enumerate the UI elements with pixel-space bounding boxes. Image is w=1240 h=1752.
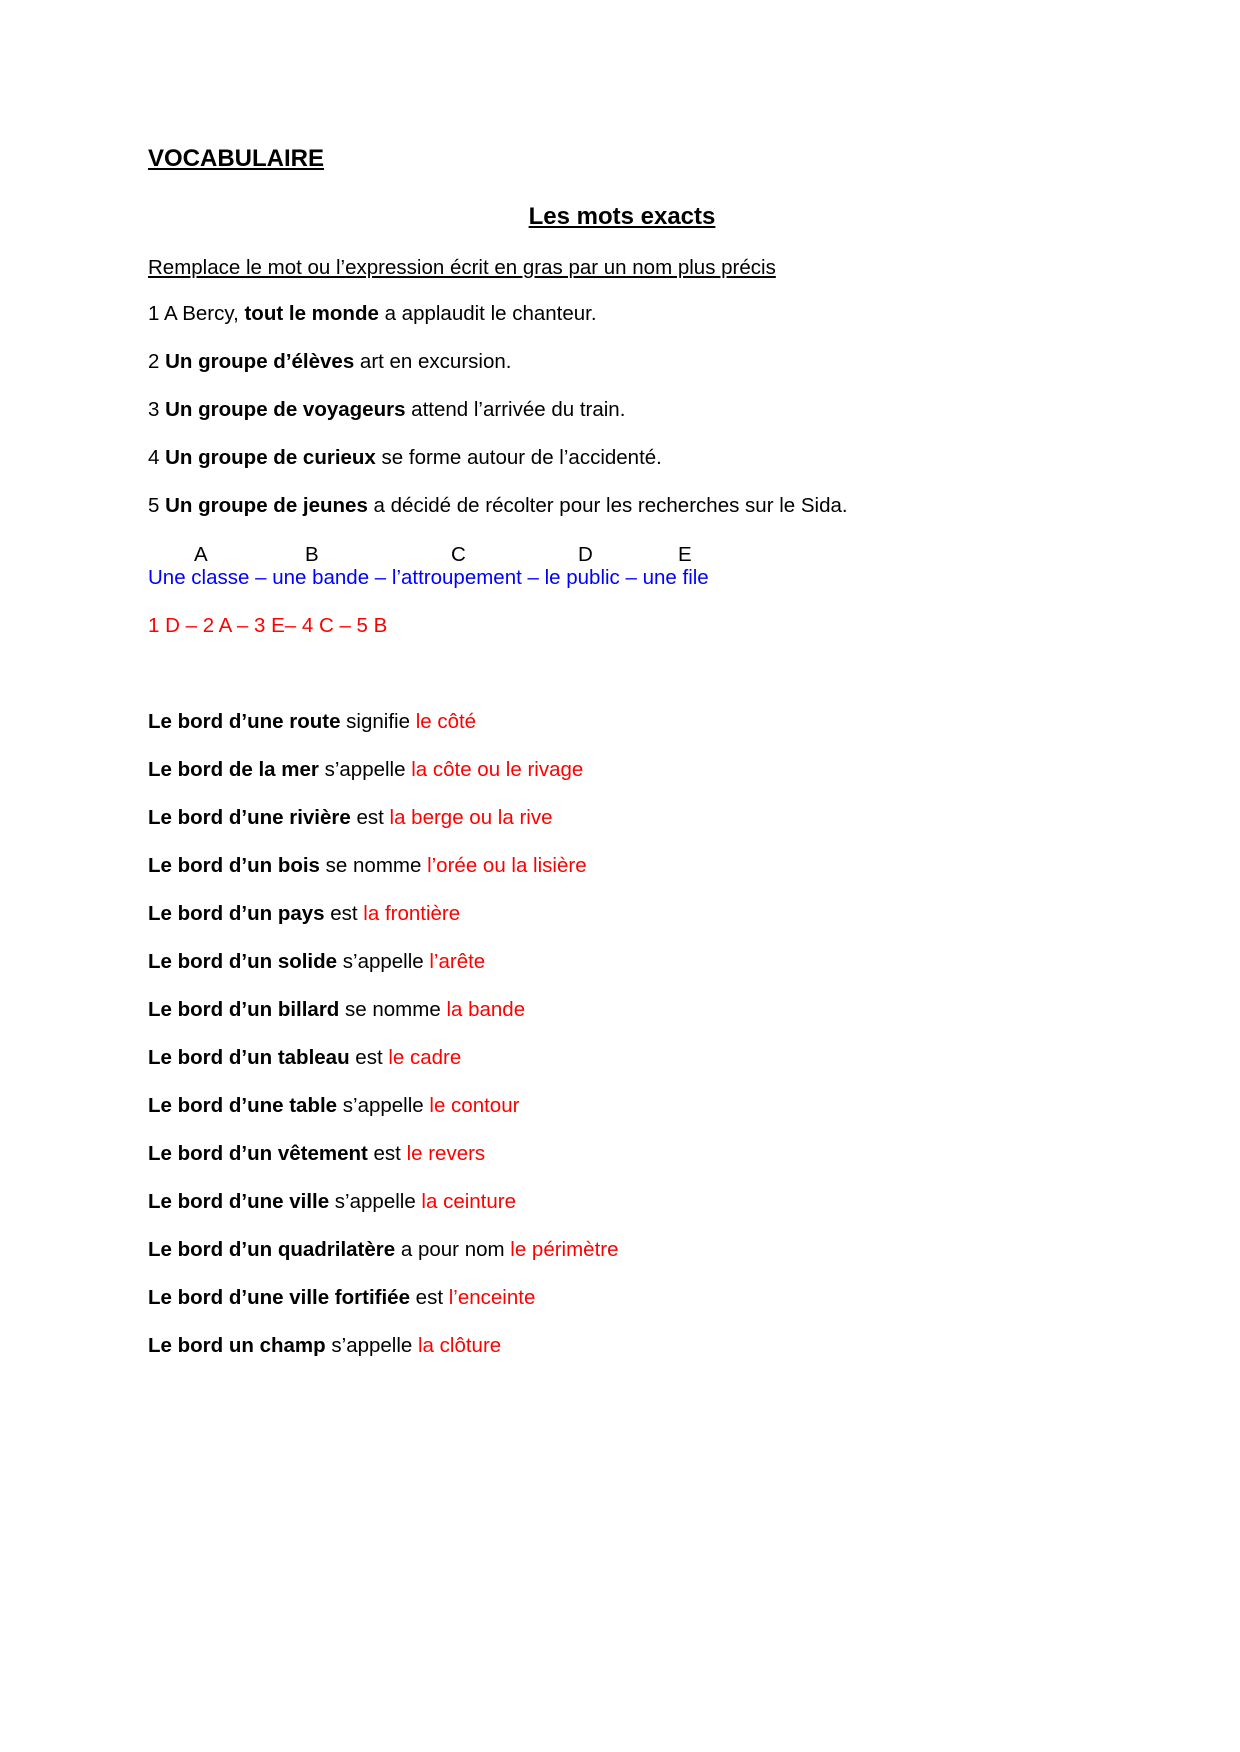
bord-item: Le bord d’un vêtement est le revers — [148, 1142, 486, 1165]
word-choices: Une classe – une bande – l’attroupement – le public – une file — [148, 566, 709, 589]
bord-item: Le bord d’une ville s’appelle la ceinture — [148, 1190, 517, 1213]
bord-item: Le bord de la mer s’appelle la côte ou le rivage — [148, 758, 584, 781]
choice-letter-d: D — [578, 543, 593, 566]
sentence-1: 1 A Bercy, tout le monde a applaudit le chanteur. — [148, 302, 597, 325]
page-title: Les mots exacts — [528, 203, 716, 230]
choice-letter-c: C — [451, 543, 466, 566]
bord-item: Le bord d’une route signifie le côté — [148, 710, 477, 733]
bord-item: Le bord d’une ville fortifiée est l’enceinte — [148, 1286, 536, 1309]
sentence-2: 2 Un groupe d’élèves art en excursion. — [148, 350, 512, 373]
bord-item: Le bord d’un bois se nomme l’orée ou la lisière — [148, 854, 587, 877]
bord-item: Le bord d’un solide s’appelle l’arête — [148, 950, 486, 973]
choice-letter-e: E — [678, 543, 692, 566]
exercise-instruction: Remplace le mot ou l’expression écrit en gras par un nom plus précis — [148, 256, 776, 279]
bord-item: Le bord d’un pays est la frontière — [148, 902, 461, 925]
sentence-3: 3 Un groupe de voyageurs attend l’arrivée du train. — [148, 398, 626, 421]
choice-letter-b: B — [305, 543, 319, 566]
sentence-5: 5 Un groupe de jeunes a décidé de récolter pour les recherches sur le Sida. — [148, 494, 848, 517]
bord-item: Le bord d’un quadrilatère a pour nom le périmètre — [148, 1238, 619, 1261]
answer-key: 1 D – 2 A – 3 E– 4 C – 5 B — [148, 614, 388, 637]
sentence-4: 4 Un groupe de curieux se forme autour de l’accidenté. — [148, 446, 662, 469]
bord-item: Le bord d’une table s’appelle le contour — [148, 1094, 520, 1117]
bord-item: Le bord d’un billard se nomme la bande — [148, 998, 526, 1021]
bord-item: Le bord d’une rivière est la berge ou la rive — [148, 806, 553, 829]
bord-item: Le bord d’un tableau est le cadre — [148, 1046, 462, 1069]
section-heading: VOCABULAIRE — [148, 145, 325, 172]
bord-item: Le bord un champ s’appelle la clôture — [148, 1334, 502, 1357]
choice-letter-a: A — [194, 543, 208, 566]
